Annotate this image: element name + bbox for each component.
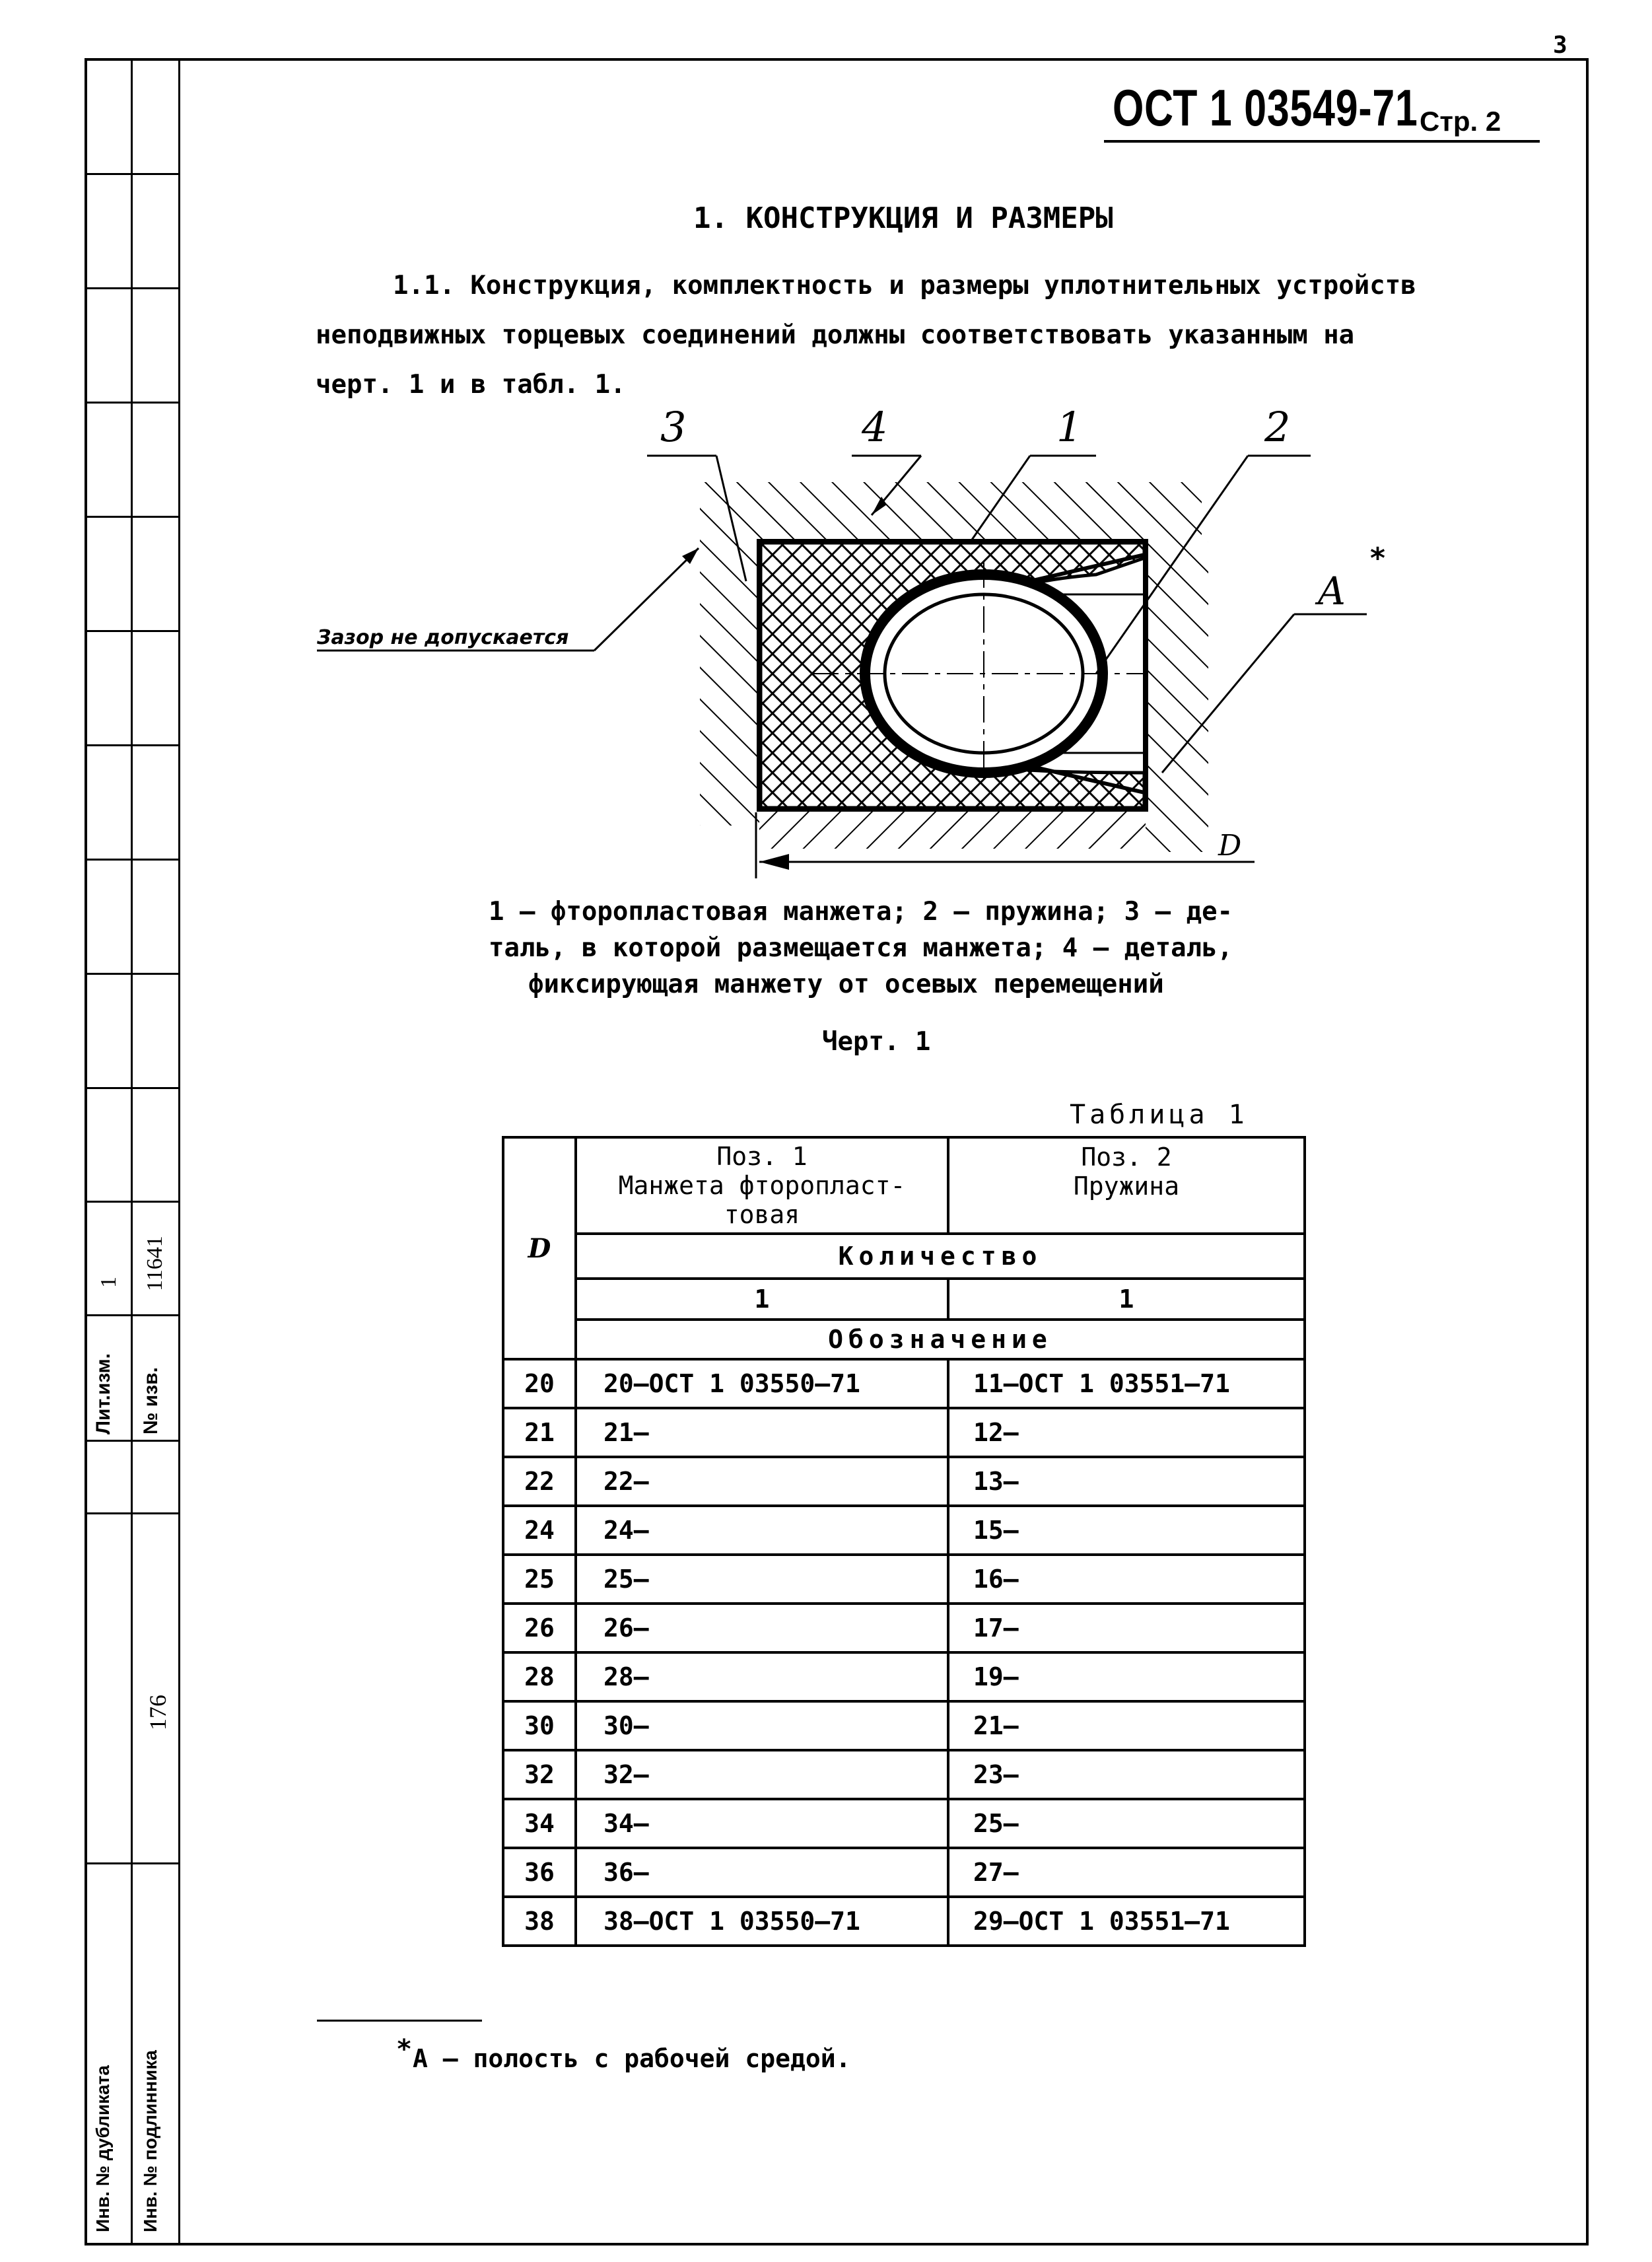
table-row <box>503 1457 1305 1506</box>
cell-pos1: 21– <box>576 1408 948 1457</box>
cell-pos2: 19– <box>948 1652 1305 1701</box>
cell-pos1: 32– <box>576 1750 948 1799</box>
figure-caption-line-1: 1 – фторопластовая манжета; 2 – пружина; 3 – де- <box>489 897 1233 927</box>
cell-d: 34 <box>503 1799 576 1848</box>
table-row <box>503 1701 1305 1750</box>
label-part-4: 4 <box>862 403 888 451</box>
label-cavity-star: * <box>1370 542 1386 575</box>
label-part-1: 1 <box>1056 403 1083 451</box>
table-row <box>503 1652 1305 1701</box>
cell-pos2: 21– <box>948 1701 1305 1750</box>
table-row <box>503 1897 1305 1946</box>
cell-pos2: 15– <box>948 1506 1305 1555</box>
original-inventory-label: Инв. № подлинника <box>140 2050 160 2232</box>
label-cavity-a: А <box>1317 569 1346 614</box>
quantity-pos2: 1 <box>948 1279 1305 1320</box>
table-row <box>503 1555 1305 1604</box>
cell-d: 24 <box>503 1506 576 1555</box>
table-row <box>503 1359 1305 1408</box>
label-part-3: 3 <box>660 403 687 451</box>
cell-pos2: 23– <box>948 1750 1305 1799</box>
cell-pos1: 30– <box>576 1701 948 1750</box>
figure-label: Черт. 1 <box>822 1027 931 1057</box>
cell-d: 32 <box>503 1750 576 1799</box>
document-code: ОСТ 1 03549-71 <box>1113 79 1418 137</box>
cell-d: 25 <box>503 1555 576 1604</box>
cell-pos2: 13– <box>948 1457 1305 1506</box>
cell-d: 22 <box>503 1457 576 1506</box>
duplicate-inventory-label: Инв. № дубликата <box>92 2065 113 2232</box>
footnote-text: А – полость с рабочей средой. <box>413 2044 851 2073</box>
cell-pos2: 29–ОСТ 1 03551–71 <box>948 1897 1305 1946</box>
quantity-header: Количество <box>576 1234 1305 1279</box>
cell-d: 30 <box>503 1701 576 1750</box>
cell-pos2: 17– <box>948 1604 1305 1652</box>
cell-pos2: 27– <box>948 1848 1305 1897</box>
col-header-d: D <box>503 1137 576 1359</box>
section-title: 1. КОНСТРУКЦИЯ И РАЗМЕРЫ <box>693 201 1113 235</box>
cell-pos1: 25– <box>576 1555 948 1604</box>
original-inventory-value: 176 <box>145 1695 171 1730</box>
seal-cross-section-drawing <box>0 0 1652 898</box>
cell-d: 26 <box>503 1604 576 1652</box>
cell-pos2: 25– <box>948 1799 1305 1848</box>
label-part-2: 2 <box>1264 403 1291 451</box>
cell-pos1: 20–ОСТ 1 03550–71 <box>576 1359 948 1408</box>
paragraph-line-3: черт. 1 и в табл. 1. <box>316 370 626 400</box>
paragraph-line-1: 1.1. Конструкция, комплектность и размеры уплотнительных устройств <box>393 271 1416 300</box>
quantity-pos1: 1 <box>576 1279 948 1320</box>
cell-d: 38 <box>503 1897 576 1946</box>
figure-caption-line-3: фиксирующая манжету от осевых перемещений <box>528 970 1164 999</box>
table-row <box>503 1750 1305 1799</box>
cell-d: 36 <box>503 1848 576 1897</box>
cell-pos2: 16– <box>948 1555 1305 1604</box>
cell-d: 28 <box>503 1652 576 1701</box>
cell-d: 21 <box>503 1408 576 1457</box>
table-row <box>503 1604 1305 1652</box>
page-label: Стр. 2 <box>1420 106 1501 137</box>
designation-header: Обозначение <box>576 1320 1305 1359</box>
table-title: Таблица 1 <box>1070 1100 1249 1130</box>
notice-number-value: 11641 <box>143 1236 167 1291</box>
notice-number-label: № изв. <box>140 1367 162 1434</box>
cell-pos1: 36– <box>576 1848 948 1897</box>
col-header-pos2: Поз. 2 Пружина <box>948 1137 1305 1234</box>
page-number: 3 <box>1553 32 1567 59</box>
cell-pos1: 34– <box>576 1799 948 1848</box>
label-diameter-d: D <box>1218 829 1242 863</box>
table-row <box>503 1506 1305 1555</box>
table-row <box>503 1799 1305 1848</box>
paragraph-line-2: неподвижных торцевых соединений должны соответствовать указанным на <box>316 320 1355 350</box>
cell-pos1: 26– <box>576 1604 948 1652</box>
table-row <box>503 1408 1305 1457</box>
cell-pos1: 24– <box>576 1506 948 1555</box>
col-header-pos1: Поз. 1 Манжета фторопласт- товая <box>576 1137 948 1234</box>
gap-note: Зазор не допускается <box>317 626 569 649</box>
lit-change-value: 1 <box>96 1277 121 1288</box>
cell-pos2: 11–ОСТ 1 03551–71 <box>948 1359 1305 1408</box>
cell-pos1: 28– <box>576 1652 948 1701</box>
cell-pos2: 12– <box>948 1408 1305 1457</box>
cell-d: 20 <box>503 1359 576 1408</box>
lit-change-label: Лит.изм. <box>92 1353 114 1434</box>
footnote-rule <box>317 2020 482 2022</box>
cell-pos1: 22– <box>576 1457 948 1506</box>
table-1 <box>502 1136 1306 1947</box>
footnote-star: * <box>396 2034 413 2065</box>
table-row <box>503 1848 1305 1897</box>
cell-pos1: 38–ОСТ 1 03550–71 <box>576 1897 948 1946</box>
figure-caption-line-2: таль, в которой размещается манжета; 4 – деталь, <box>489 933 1233 963</box>
